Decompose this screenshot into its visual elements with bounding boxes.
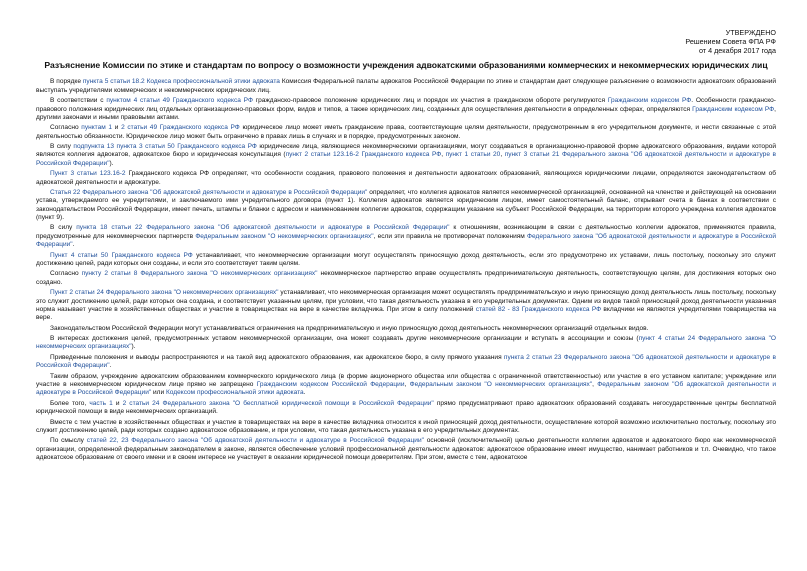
paragraph: [36, 419, 776, 436]
legal-reference-link[interactable]: Пункт 4 статьи 50 Гражданского кодекса РФ: [50, 251, 193, 259]
legal-reference-link[interactable]: Пункт 2 статьи 24 Федерального закона "О некоммерческих организациях": [50, 289, 279, 297]
paragraph-text: ,: [441, 151, 446, 159]
legal-reference-link[interactable]: пункт 3 статьи 21 Федерального закона "Об адвокатской деятельности и адвокатуре в Российской Федерации": [36, 151, 776, 167]
paragraph-text: юридические лица, являющиеся некоммерческими организациями, могут создаваться в организационно-правовой форме адвокатского образования, видами которой являются коллегия адвокатов, адвокатское бюро и юридическая консультация (: [36, 143, 777, 159]
legal-reference-link[interactable]: пункт 4 статьи 24 Федерального закона "О некоммерческих организациях": [36, 335, 776, 351]
legal-reference-link[interactable]: 2 статьи 24 Федерального закона "О бесплатной юридической помощи в Российской Федерации": [122, 399, 434, 407]
legal-reference-link[interactable]: Статья 22 Федерального закона "Об адвокатской деятельности и адвокатуре в Российской Федерации": [50, 189, 368, 196]
paragraph-text: и: [112, 124, 122, 132]
paragraph-text: прямо предусматривают право адвокатских образований создавать негосударственные центры бесплатной юридической помощи в виде некоммерческих организаций.: [36, 399, 776, 416]
legal-reference-link[interactable]: подпункта 13 пункта 3 статьи 50 Гражданского кодекса РФ: [73, 143, 257, 151]
paragraph-text: гражданско-правовое положение юридических лиц и порядок их участия в гражданском обороте регулируются: [252, 97, 608, 105]
legal-reference-link[interactable]: Пункт 3 статьи 123.16-2: [50, 170, 126, 178]
approval-line: от 4 декабря 2017 года: [698, 46, 776, 56]
paragraph: [36, 373, 776, 398]
approval-line: УТВЕРЖДЕНО: [725, 28, 776, 37]
legal-reference-link[interactable]: Гражданским кодексом РФ: [607, 97, 692, 105]
document-page: [36, 28, 776, 464]
paragraph-text: к отношениям, возникающим в связи с деятельностью коллегии адвокатов, применяются правила, предусмотренные для некоммерческих партнерств: [36, 224, 777, 240]
legal-reference-link[interactable]: пункта 2 статьи 23 Федерального закона "Об адвокатской деятельности и адвокатуре в Российской Федерации": [36, 353, 776, 370]
document-body: [36, 78, 776, 462]
paragraph: [36, 270, 776, 287]
paragraph-text: В соответствии с: [50, 97, 107, 105]
paragraph: [36, 189, 776, 222]
paragraph: [36, 289, 776, 322]
paragraph-text: ).: [109, 159, 114, 167]
paragraph-text: В интересах достижения целей, предусмотренных уставом некоммерческой организации, она может создавать другие некоммерческие организации и вступать в ассоциации и союзы (: [50, 335, 639, 343]
paragraph-text: ,: [404, 380, 410, 388]
legal-reference-link[interactable]: статей 22, 23 Федерального закона "Об адвокатской деятельности и адвокатуре в Российской Федерации": [86, 437, 424, 445]
paragraph: [36, 97, 776, 122]
legal-reference-link[interactable]: часть 1: [89, 399, 113, 407]
legal-reference-link[interactable]: Федеральным законом "Об адвокатской деятельности и адвокатуре в Российской Федерации": [36, 380, 777, 397]
paragraph-text: Приведенные положения и выводы распространяются и на такой вид адвокатского образования, как адвокатское бюро, в силу прямого указания: [50, 353, 504, 361]
paragraph-text: В силу: [50, 143, 74, 151]
paragraph-text: В силу: [50, 224, 77, 232]
paragraph-text: .: [72, 241, 75, 249]
paragraph-text: ,: [592, 380, 598, 388]
paragraph-text: , если эти правила не противоречат положениям: [373, 232, 528, 240]
paragraph-text: Гражданского кодекса РФ определяет, что особенности создания, правового положения и деятельности адвокатских образований, являющихся юридическими лицами, определяются законодательством об адвокатской деятельности и адвокатуре.: [36, 170, 776, 186]
paragraph: [36, 354, 776, 371]
paragraph-text: , другими законами и иными правовыми актами.: [36, 105, 776, 121]
paragraph-text: юридическое лицо может иметь гражданские права, соответствующие целям деятельности, предусмотренным в его учредительном документе, и нести связанные с этой деятельностью обязанности. Юридическое лицо может быть ограничено в правах лишь в случаях и в порядке, предусмотренных законом.: [36, 124, 777, 140]
paragraph-text: ,: [500, 151, 505, 159]
paragraph-text: Вместе с тем участие в хозяйственных обществах и участие в товариществах на вере в качестве вкладчика относится к иной приносящей доход деятельности, осуществление которой возможно исключительно постольку, поскольку это служит достижению целей, ради которых создано адвокатское образование, и при условии, что такая деятельность указана в его учредительных документах.: [36, 418, 776, 434]
paragraph-text: Комиссия Федеральной палаты адвокатов Российской Федерации по этике и стандартам дает следующее разъяснение о возможности адвокатских образований выступать учредителями коммерческих и некоммерческих юридических лиц.: [36, 78, 777, 94]
paragraph-text: определяет, что коллегия адвокатов является некоммерческой организацией, основанной на членстве и действующей на основании устава, утверждаемого ее учредителями, и заключаемого ими учредительного договора (пункт 1). Коллегия адвокатов является юридическим лицом, имеет самостоятельный баланс, открывает счета в банках в соответствии с законодательством Российской Федерации, имеет печать, штампы и бланки с адресом и наименованием коллегии адвокатов, содержащим указание на субъект Российской Федерации, на территории которого учреждена коллегия адвокатов (пункт 9).: [36, 189, 776, 222]
paragraph: [36, 170, 776, 187]
paragraph-text: ).: [131, 343, 136, 351]
legal-reference-link[interactable]: пунктам 1: [81, 124, 113, 132]
paragraph: [36, 78, 776, 95]
legal-reference-link[interactable]: пунктом 4 статьи 49 Гражданского кодекса РФ: [106, 97, 253, 105]
paragraph-text: основной (исключительной) целью деятельности коллегии адвокатов и адвокатского бюро как некоммерческой организации, определенной федеральным законодателем в законе, является обеспечение условий профессиональной деятельности адвокатов: адвокатское образование имеет имущество, нанимает работников и т.п. Очевидно, что такое адвокатское образование от своего имени и в своем интересе не участвует в оказании юридической помощи доверителям. При этом, вместе с тем, адвокатское: [36, 437, 776, 461]
legal-reference-link[interactable]: Федерального закона "Об адвокатской деятельности и адвокатуре в Российской Федерации": [36, 232, 776, 249]
paragraph: [36, 143, 776, 168]
paragraph: [36, 437, 776, 462]
paragraph-text: . Особенности гражданско-правового положения юридических лиц отдельных организационно-правовых форм, видов и типов, а также юридических лиц, созданных для осуществления деятельности в определенных сферах, определяются: [36, 97, 776, 113]
paragraph-text: и: [112, 399, 123, 407]
paragraph: [36, 400, 776, 417]
paragraph-text: Таким образом, учреждение адвокатским образованием коммерческого юридического лица (в форме акционерного общества или общества с ограниченной ответственностью) или участие в его уставном капитале; учреждение или участие в некоммерческом юридическом лице прямо не запрещено: [36, 372, 776, 388]
paragraph-text: Согласно: [50, 270, 82, 278]
paragraph-text: Законодательством Российской Федерации могут устанавливаться ограничения на предпринимательскую и иную приносящую доход деятельность некоммерческих организаций отдельных видов.: [50, 324, 649, 332]
legal-reference-link[interactable]: пункт 1 статьи 20: [445, 151, 501, 159]
legal-reference-link[interactable]: Федеральным законом "О некоммерческих организациях": [409, 380, 593, 388]
legal-reference-link[interactable]: пункту 2 статьи 8 Федерального закона "О некоммерческих организациях": [81, 270, 318, 278]
paragraph-text: устанавливает, что некоммерческая организация может осуществлять предпринимательскую и иную приносящую доход деятельность лишь постольку, поскольку это служит достижению целей, ради которых она создана, и соответствует указанным целям, при условии, что такая деятельность указана в его учредительных документах. Одним из видов такой приносящей доход деятельности указанная норма называет участие в хозяйственных обществах и участие в товариществах на вере в качестве вкладчика. При этом в силу положений: [36, 289, 776, 313]
paragraph-text: Более того,: [50, 399, 90, 407]
legal-reference-link[interactable]: пункта 18 статьи 22 Федерального закона "Об адвокатской деятельности и адвокатуре в Российской Федерации": [76, 224, 450, 232]
approval-block: [36, 28, 776, 56]
paragraph-text: .: [109, 362, 112, 370]
paragraph: [36, 252, 776, 269]
legal-reference-link[interactable]: Кодексом профессиональной этики адвоката: [165, 389, 304, 397]
legal-reference-link[interactable]: пункта 5 статьи 18.2 Кодекса профессиональной этики адвоката: [82, 78, 280, 86]
paragraph-text: некоммерческое партнерство вправе осуществлять предпринимательскую деятельность, соответствующую целям, для достижения которых оно создано.: [36, 270, 777, 286]
legal-reference-link[interactable]: Гражданским кодексом РФ: [692, 105, 775, 113]
paragraph: [36, 335, 776, 352]
paragraph-text: В порядке: [50, 78, 83, 86]
document-title: Разъяснение Комиссии по этике и стандартам по вопросу о возможности учреждения адвокатскими образованиями коммерческих и некоммерческих юридических лиц: [44, 59, 768, 70]
paragraph-text: вкладчики не являются учредителями товарищества на вере.: [36, 305, 776, 322]
paragraph-text: .: [303, 389, 306, 397]
approval-line: Решением Совета ФПА РФ: [685, 37, 776, 47]
paragraph: [36, 224, 776, 249]
paragraph: [36, 325, 776, 333]
legal-reference-link[interactable]: 2 статьи 49 Гражданского кодекса РФ: [121, 124, 240, 132]
paragraph-text: Согласно: [50, 124, 82, 132]
paragraph-text: устанавливает, что некоммерческие организации могут осуществлять приносящую доход деятельность, если это предусмотрено их уставами, лишь постольку, поскольку это служит достижению целей, ради которых они созданы, и если это соответствует таким целям.: [36, 251, 776, 267]
legal-reference-link[interactable]: пункт 2 статьи 123.16-2 Гражданского кодекса РФ: [285, 151, 442, 159]
legal-reference-link[interactable]: статей 82 - 83 Гражданского кодекса РФ: [475, 305, 602, 313]
legal-reference-link[interactable]: Гражданским кодексом Российской Федерации: [256, 380, 405, 388]
legal-reference-link[interactable]: Федеральным законом "О некоммерческих организациях": [195, 232, 374, 240]
paragraph-text: или: [151, 389, 166, 397]
paragraph: [36, 124, 776, 141]
paragraph-text: По смыслу: [50, 437, 87, 445]
